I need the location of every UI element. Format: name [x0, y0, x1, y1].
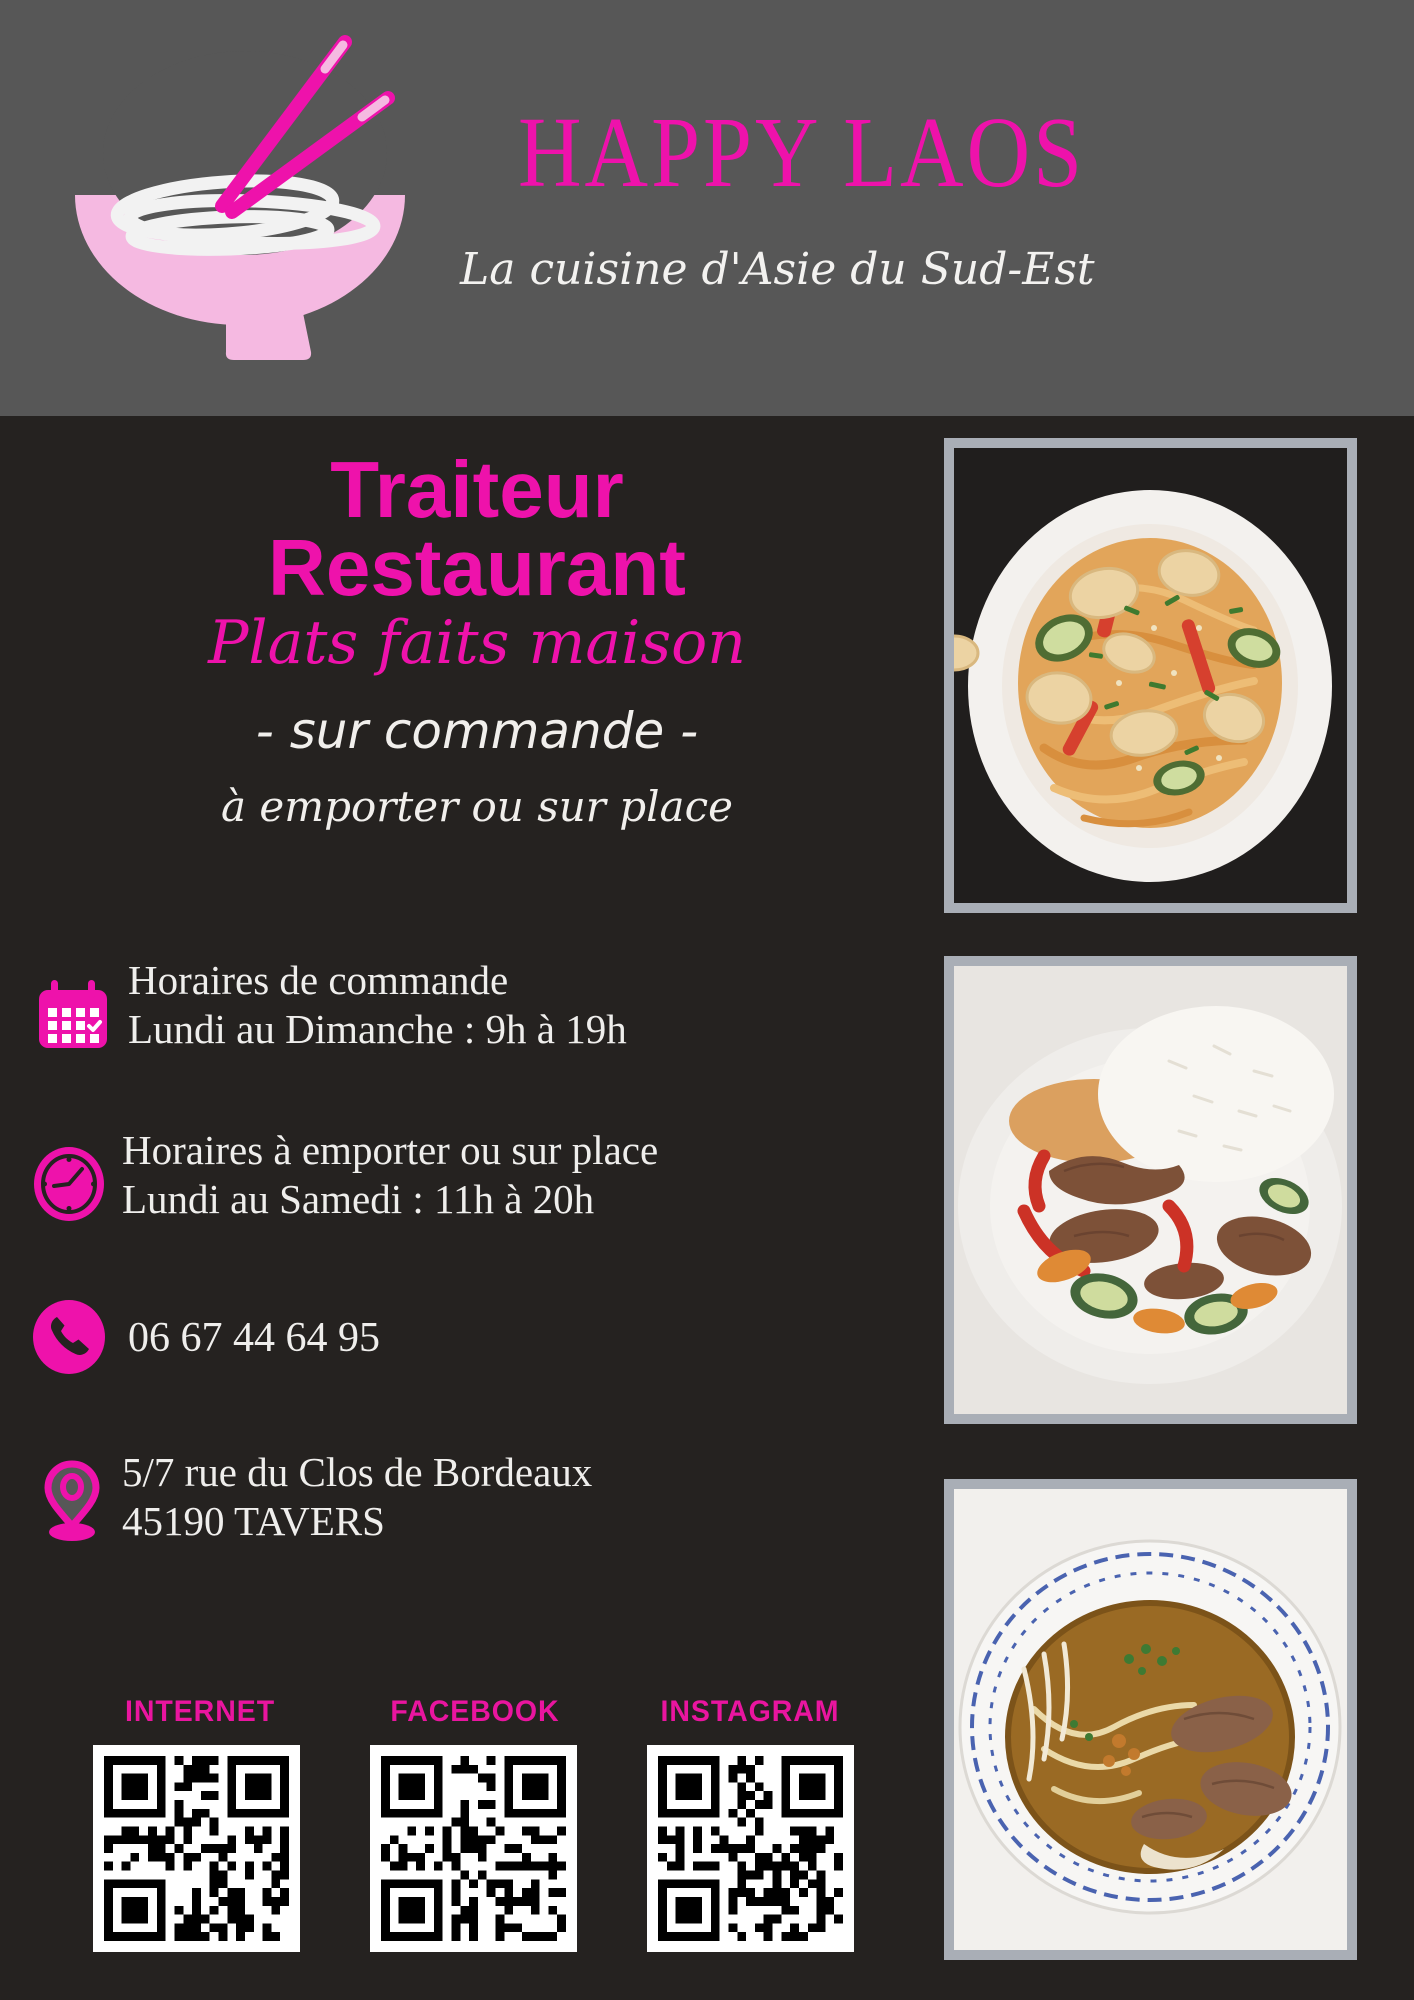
phone-number: 06 67 44 64 95 — [128, 1315, 380, 1361]
order-hours-title: Horaires de commande — [128, 957, 509, 1003]
tagline-plats-faits-maison: Plats faits maison — [208, 608, 746, 678]
qr-code-instagram — [647, 1745, 854, 1952]
photo-beef-rice-plate — [944, 956, 1357, 1424]
heading-restaurant: Restaurant — [268, 523, 686, 612]
address-street: 5/7 rue du Clos de Bordeaux — [122, 1449, 593, 1495]
photo-beef-noodle-soup — [944, 1479, 1357, 1960]
page-title: HAPPY LAOS — [518, 98, 1086, 209]
qr-code-facebook — [370, 1745, 577, 1952]
order-hours — [128, 956, 627, 1054]
clock-icon — [32, 1146, 106, 1222]
qr-label-facebook: FACEBOOK — [390, 1695, 560, 1728]
takeaway-hours — [122, 1126, 658, 1224]
service-note: à emporter ou sur place — [221, 782, 733, 831]
takeaway-hours-detail: Lundi au Samedi : 11h à 20h — [122, 1176, 595, 1222]
noodle-bowl-logo-icon — [40, 10, 500, 370]
order-note: - sur commande - — [255, 702, 699, 760]
qr-label-internet: INTERNET — [124, 1695, 276, 1728]
order-hours-detail: Lundi au Dimanche : 9h à 19h — [128, 1006, 627, 1052]
qr-code-internet — [93, 1745, 300, 1952]
takeaway-hours-title: Horaires à emporter ou sur place — [122, 1127, 659, 1173]
page-subtitle: La cuisine d'Asie du Sud-Est — [460, 244, 1095, 295]
photo-noodle-stir-fry — [944, 438, 1357, 913]
calendar-icon — [37, 978, 109, 1050]
address-city: 45190 TAVERS — [122, 1498, 385, 1544]
phone-icon — [32, 1300, 106, 1374]
header-band — [0, 0, 1414, 416]
location-pin-icon — [38, 1458, 106, 1542]
address — [122, 1448, 592, 1546]
qr-label-instagram: INSTAGRAM — [660, 1695, 840, 1728]
heading-traiteur: Traiteur — [330, 445, 624, 534]
